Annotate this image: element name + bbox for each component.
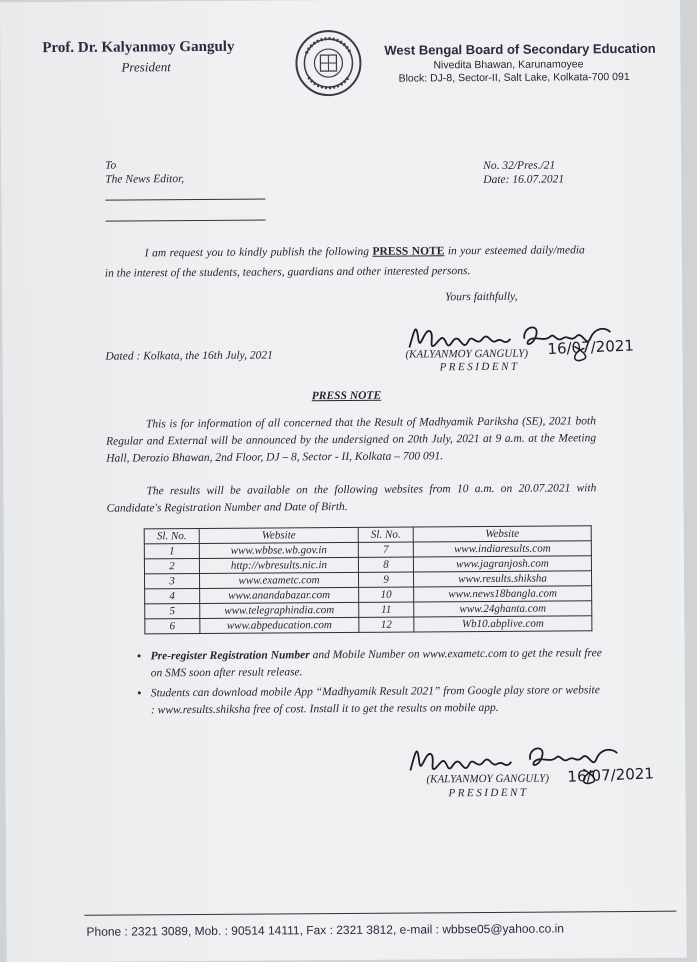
table-cell: www.anandabazar.com (200, 587, 359, 603)
footer-contact: Phone : 2321 3089, Mob. : 90514 14111, Fax : 2321 3812, e-mail : wbbse05@yahoo.co.in (86, 921, 564, 939)
board-address-line-1: Nivedita Bhawan, Karunamoyee (433, 58, 584, 72)
request-paragraph: I am request you to kindly publish the following PRESS NOTE in your esteemed daily/media in the interest of the students, teachers, guardians and other interested persons. (104, 244, 585, 280)
list-item: • Students can download mobile App “Madhyamik Result 2021” from Google play store or website : www.results.shiksha free of cost. Install it to get the results on mobile app. (151, 682, 605, 719)
board-name: West Bengal Board of Secondary Education (384, 40, 656, 58)
signatory-title: PRESIDENT (439, 360, 520, 374)
table-cell: Wb10.abplive.com (414, 616, 592, 632)
websites-table (144, 525, 593, 634)
president-name: Prof. Dr. Kalyanmoy Ganguly (42, 38, 235, 57)
table-cell: http://wbresults.nic.in (199, 557, 358, 573)
table-cell: www.indiaresults.com (413, 541, 591, 557)
table-cell: www.wbbse.wb.gov.in (199, 542, 358, 558)
instructions-list (125, 645, 606, 722)
table-cell: 2 (144, 558, 199, 573)
table-cell: 3 (145, 573, 200, 588)
table-cell: www.exametc.com (200, 572, 359, 588)
footer-divider (84, 911, 676, 916)
press-note-paragraph-1: This is for information of all concerned that the Result of Madhyamik Pariksha (SE), 2021 both Regular and External will be announced by the undersigned on 20th July, 2021 at 9 a.m. at the Meeting Hall, Derozio Bhawan, 2nd Floor, DJ – 8, Sector - II, Kolkata – 700 091. (106, 415, 597, 465)
to-label: To (105, 159, 117, 172)
table-cell: 8 (358, 557, 413, 572)
column-header: Sl. No. (144, 528, 199, 543)
table-cell: www.jagranjosh.com (413, 556, 591, 572)
table-cell: www.abpeducation.com (200, 617, 359, 633)
table-cell: www.24ghanta.com (414, 601, 592, 617)
table-cell: 1 (144, 543, 199, 558)
table-cell: 9 (358, 572, 413, 587)
table-cell: 7 (358, 542, 413, 557)
press-note-title: PRESS NOTE (311, 389, 382, 403)
address-blank-line (106, 220, 266, 222)
letter-date: Date: 16.07.2021 (483, 173, 565, 187)
table-cell: 6 (145, 618, 200, 633)
table-cell: www.results.shiksha (413, 571, 591, 587)
address-blank-line (105, 199, 265, 201)
table-cell: www.news18bangla.com (414, 586, 592, 602)
board-address-line-2: Block: DJ-8, Sector-II, Salt Lake, Kolkata-700 091 (398, 70, 630, 85)
column-header: Website (413, 526, 591, 542)
board-seal-logo (294, 29, 362, 97)
table-cell: 5 (145, 603, 200, 618)
list-item: • Pre-register Registration Number and Mobile Number on www.exametc.com to get the result free on SMS soon after result release. (151, 645, 605, 682)
signatory-name: (KALYANMOY GANGULY) (426, 772, 550, 786)
reference-number: No. 32/Pres./21 (483, 159, 556, 173)
closing-salutation: Yours faithfully, (445, 290, 518, 304)
press-note-highlight: PRESS NOTE (372, 245, 445, 258)
table-cell: 4 (145, 588, 200, 603)
table-cell: 11 (359, 602, 414, 617)
column-header: Website (199, 527, 358, 543)
column-header: Sl. No. (358, 527, 413, 542)
signatory-title: PRESIDENT (448, 786, 529, 800)
handwritten-date: 16/07/2021 (547, 336, 635, 359)
table-cell: 12 (359, 617, 414, 632)
president-designation: President (121, 59, 171, 75)
dated-line: Dated : Kolkata, the 16th July, 2021 (105, 349, 273, 363)
table-row (145, 616, 592, 634)
handwritten-date: 16/07/2021 (567, 764, 655, 786)
signatory-name: (KALYANMOY GANGULY) (405, 347, 529, 361)
table-cell: 10 (359, 587, 414, 602)
press-note-paragraph-2: The results will be available on the following websites from 10 a.m. on 20.07.2021 with Candidate's Registration Number and Date of Birth. (106, 482, 597, 515)
recipient: The News Editor, (105, 173, 185, 186)
table-cell: www.telegraphindia.com (200, 602, 359, 618)
